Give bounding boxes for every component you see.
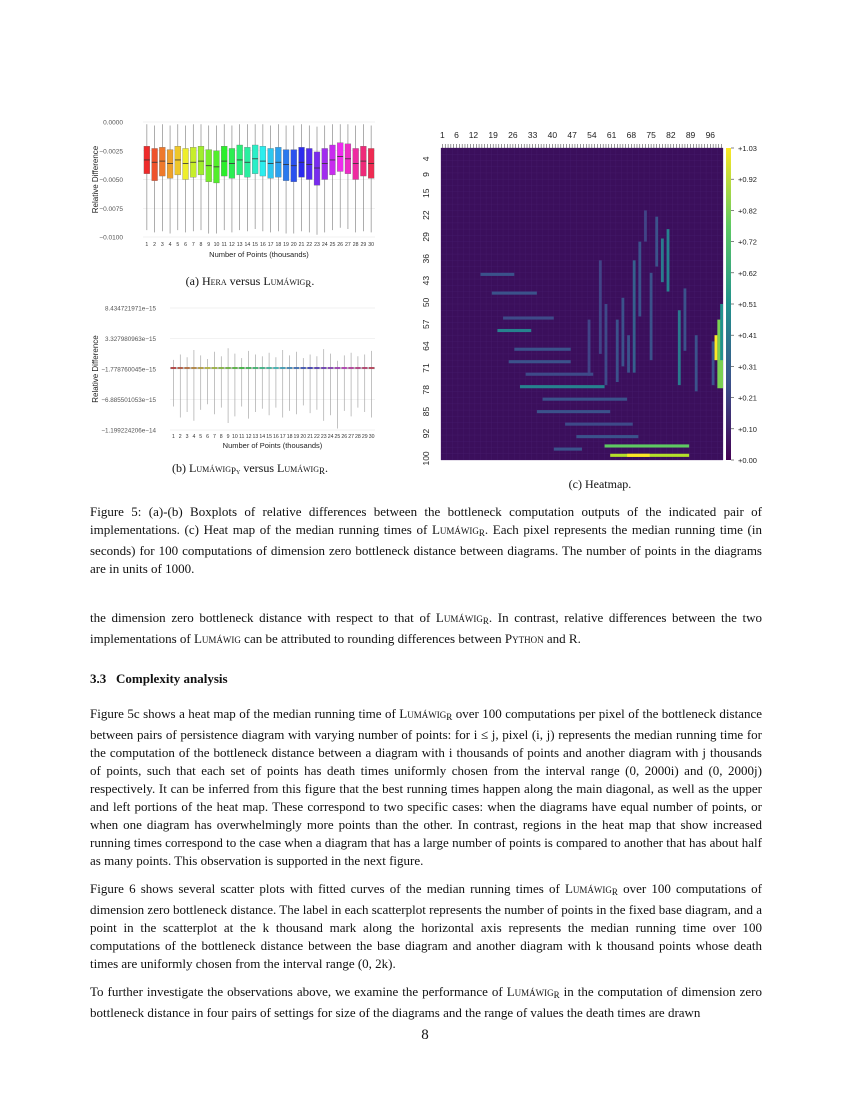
- x-tick-label: 33: [527, 130, 538, 140]
- boxplot-a: [88, 112, 388, 272]
- x-tick-label: 3: [160, 242, 164, 248]
- y-tick-label: −0.0075: [99, 205, 123, 213]
- heatmap-c: [415, 118, 775, 472]
- heatmap-cell: [621, 298, 624, 367]
- x-tick-label: 20: [290, 242, 297, 248]
- heatmap-cell: [720, 304, 723, 360]
- box: [322, 148, 328, 179]
- y-tick-label: −6.885501053e−15: [101, 397, 156, 404]
- box: [337, 143, 343, 172]
- paragraph-3: To further investigate the observations above, we examine the performance of Lumáwig$_R$ in the computation of dimension zero bottleneck distance in four pairs of settings for size of the diagrams and the range of values the death times are drawn: [90, 984, 763, 1020]
- colorbar-tick-label: +0.21: [738, 393, 757, 403]
- heatmap-cell: [695, 335, 698, 391]
- x-tick-label: 30: [368, 242, 375, 248]
- x-tick-label: 8: [219, 434, 223, 440]
- y-tick-label: 0.0000: [103, 119, 123, 127]
- x-tick-label: 2: [178, 434, 182, 440]
- x-tick-label: 26: [341, 434, 348, 440]
- y-tick-label: 22: [421, 210, 431, 220]
- heatmap-cell: [554, 448, 582, 451]
- x-tick-label: 28: [352, 242, 359, 248]
- x-tick-label: 6: [184, 242, 187, 248]
- x-tick-label: 10: [213, 242, 220, 248]
- box: [283, 150, 289, 181]
- heatmap-cell: [638, 242, 641, 317]
- box: [306, 148, 312, 179]
- heatmap-cell: [667, 229, 670, 291]
- x-tick-label: 19: [488, 130, 498, 140]
- y-tick-label: 78: [421, 385, 431, 395]
- x-tick-label: 9: [207, 242, 211, 248]
- box: [152, 148, 158, 180]
- page-number: 8: [421, 1027, 429, 1043]
- heatmap-cell: [661, 238, 664, 282]
- x-tick-label: 26: [508, 130, 518, 140]
- x-tick-label: 9: [226, 434, 230, 440]
- y-axis-label: Relative Difference: [91, 335, 100, 403]
- y-tick-label: −1.199224206e−14: [101, 427, 156, 435]
- y-tick-label: −0.0050: [99, 177, 123, 184]
- heatmap-cell: [650, 273, 653, 360]
- caption-panel-a: (a) Hera versus Lumáwig$_R$.: [185, 274, 315, 289]
- x-tick-label: 25: [329, 242, 336, 248]
- y-tick-label: 71: [421, 363, 431, 373]
- y-tick-label: 4: [421, 156, 431, 162]
- y-tick-label: 92: [421, 428, 431, 439]
- heatmap-cell: [543, 398, 628, 401]
- x-tick-label: 17: [279, 434, 286, 440]
- y-tick-label: 29: [421, 232, 431, 242]
- x-tick-label: 54: [587, 130, 597, 140]
- x-tick-label: 14: [244, 242, 251, 248]
- x-tick-label: 4: [192, 434, 196, 440]
- x-tick-label: 8: [199, 242, 203, 248]
- paragraph-1: Figure 5c shows a heat map of the median running time of Lumáwig$_R$ over 100 computations per pixel of the bottleneck distance between pairs of persistence diagram with varying number of points: for i ≤ j, pixel (i, j) represents the median running time for the computation of the bottleneck distance between a diagram with i thousands of points and another diagram with j thousands of points, such that each set of points has death times uniformly chosen from the interval range (0, 2000i) and (0, 2000j) respectively. It can be inferred from this figure that the best running times happen along the main diagonal, as well as the upper and left portions of the heat map. These correspond to two specific cases: when the diagrams have equal number of points, or when one diagram has overwhelmingly more points than the other. In contrast, regions in the heat map that show increased running times correspond to the case when a diagram that has a large number of points is compared to another that has about half as many points. This observation is supported in the next figure.: [90, 706, 763, 868]
- x-tick-label: 19: [293, 434, 300, 440]
- y-tick-label: 50: [421, 297, 431, 308]
- x-tick-label: 12: [468, 130, 479, 140]
- y-tick-label: 57: [421, 319, 431, 330]
- x-tick-label: 23: [314, 242, 320, 248]
- box: [353, 148, 359, 179]
- x-tick-label: 96: [705, 130, 716, 140]
- x-tick-label: 15: [252, 242, 259, 248]
- figure-caption: Figure 5: (a)-(b) Boxplots of relative differences between the bottleneck computation outputs of the indicated pair of implementations. (c) Heat map of the median running times of Lumáwig$_R$. Each pixel represents the median running time (in seconds) for 100 computations of dimension zero bottleneck distance between diagrams. The number of points in the diagrams are in units of 1000.: [90, 504, 762, 576]
- heatmap-cell: [678, 310, 681, 385]
- y-tick-label: 15: [421, 188, 431, 198]
- caption-panel-c: (c) Heatmap.: [568, 477, 632, 491]
- box: [252, 145, 258, 174]
- x-tick-label: 27: [345, 242, 351, 248]
- y-tick-label: 36: [421, 254, 431, 264]
- x-tick-label: 23: [320, 434, 327, 440]
- colorbar-tick-label: +1.03: [738, 144, 757, 153]
- x-tick-label: 1: [145, 242, 149, 248]
- x-tick-label: 18: [275, 242, 282, 248]
- x-tick-label: 24: [321, 242, 328, 248]
- x-tick-label: 13: [236, 242, 243, 248]
- x-tick-label: 11: [221, 242, 227, 248]
- heatmap-cell: [537, 410, 610, 413]
- x-tick-label: 7: [212, 434, 216, 440]
- section-title: Complexity analysis: [116, 671, 228, 686]
- colorbar: [726, 148, 731, 460]
- heatmap-cell: [712, 341, 715, 385]
- box: [198, 146, 204, 175]
- colorbar-tick-label: +0.31: [738, 362, 757, 372]
- x-tick-label: 29: [361, 434, 368, 440]
- y-tick-label: 100: [421, 451, 431, 466]
- caption-panel-b: (b) Lumáwig$_{Py}$ versus Lumáwig$_R$.: [171, 461, 329, 476]
- x-tick-label: 22: [306, 242, 313, 248]
- x-axis-label: Number of Points (thousands): [222, 441, 323, 450]
- y-tick-label: 85: [421, 406, 431, 417]
- paragraph-continuation: the dimension zero bottleneck distance with respect to that of Lumáwig$_R$. In contrast, relative differences between the two implementations of Lumáwig can be attributed to rounding differences between Python and R.: [90, 610, 763, 646]
- heatmap-cell: [610, 454, 689, 457]
- colorbar-tick-label: +0.51: [738, 300, 757, 309]
- heatmap-cell: [605, 304, 608, 385]
- x-tick-label: 5: [176, 242, 180, 248]
- x-tick-label: 14: [259, 434, 266, 440]
- y-tick-label: 64: [421, 341, 431, 351]
- heatmap-cell: [520, 385, 605, 388]
- y-tick-label: 43: [421, 275, 431, 286]
- x-tick-label: 19: [283, 242, 289, 248]
- heatmap-cell: [565, 423, 633, 426]
- x-tick-label: 1: [440, 130, 445, 140]
- heatmap-cell: [627, 335, 630, 372]
- x-tick-label: 21: [307, 434, 313, 440]
- colorbar-tick-label: +0.92: [738, 175, 757, 185]
- heatmap-cell: [599, 260, 602, 354]
- x-tick-label: 40: [547, 130, 558, 140]
- section-heading: [90, 671, 228, 687]
- section-number: 3.3: [90, 671, 107, 686]
- x-tick-label: 27: [348, 434, 354, 440]
- y-tick-label: −1.778760045e−15: [101, 366, 156, 374]
- heatmap-cell: [644, 210, 647, 241]
- box: [167, 150, 173, 179]
- x-tick-label: 47: [567, 130, 577, 140]
- heatmap-cell: [588, 320, 591, 376]
- x-tick-label: 6: [206, 434, 210, 440]
- heatmap-cell: [655, 217, 658, 267]
- x-tick-label: 4: [168, 242, 172, 248]
- x-tick-label: 3: [185, 434, 189, 440]
- colorbar-tick-label: +0.41: [738, 331, 757, 341]
- box: [183, 148, 189, 179]
- box: [159, 147, 165, 176]
- x-tick-label: 10: [232, 434, 238, 440]
- box: [175, 146, 181, 175]
- x-tick-label: 26: [337, 242, 344, 248]
- x-tick-label: 29: [360, 242, 367, 248]
- x-tick-label: 13: [252, 434, 259, 440]
- x-tick-label: 2: [153, 242, 157, 248]
- body-paragraphs: [90, 705, 762, 1032]
- x-tick-label: 15: [266, 434, 272, 440]
- x-tick-label: 18: [286, 434, 293, 440]
- y-tick-label: 3.327980963e−15: [105, 336, 156, 343]
- heatmap-cell: [616, 320, 619, 382]
- x-tick-label: 17: [267, 242, 274, 248]
- heatmap-cell: [480, 273, 514, 276]
- heatmap-cell: [497, 329, 531, 332]
- heatmap-cell: [633, 260, 636, 372]
- heatmap-cell: [492, 292, 537, 295]
- x-tick-label: 75: [646, 130, 656, 140]
- x-tick-label: 12: [229, 242, 235, 248]
- heatmap-cell: [715, 335, 718, 360]
- x-tick-label: 7: [191, 242, 195, 248]
- heatmap-cell: [605, 444, 690, 447]
- box: [314, 152, 320, 185]
- colorbar-tick-label: +0.82: [738, 206, 757, 216]
- x-tick-label: 11: [239, 434, 245, 440]
- paragraph-2: Figure 6 shows several scatter plots with fitted curves of the median running times of Lumáwig$_R$ over 100 computations of dimension zero bottleneck distance. The label in each scatterplot represents the number of points in the fixed base diagram, and a point in the scatterplot at the k thousand mark along the horizontal axis represents the median running time over 100 computations of the bottleneck distance between the base diagram and another diagram with k thousand points whose death times are uniformly chosen from the interval range (0, 2k).: [90, 881, 762, 971]
- y-tick-label: 8.434721971e−15: [105, 305, 156, 313]
- x-tick-label: 12: [245, 434, 252, 440]
- x-tick-label: 89: [685, 130, 696, 140]
- x-tick-label: 22: [314, 434, 320, 440]
- figure-label: Figure 5:: [90, 504, 142, 519]
- heatmap-cell: [509, 360, 571, 363]
- x-axis-label: Number of Points (thousands): [209, 250, 309, 259]
- x-tick-label: 20: [300, 434, 307, 440]
- heatmap-cell: [514, 348, 570, 351]
- heatmap-cell: [627, 454, 650, 457]
- heatmap-cell: [684, 288, 687, 350]
- colorbar-tick-label: +0.00: [738, 456, 757, 465]
- x-tick-label: 6: [454, 130, 459, 140]
- x-tick-label: 30: [368, 434, 375, 440]
- heatmap-cell: [576, 435, 638, 438]
- y-tick-label: −0.0025: [99, 148, 123, 156]
- x-tick-label: 28: [355, 434, 361, 440]
- colorbar-tick-label: +0.72: [738, 237, 757, 247]
- x-tick-label: 21: [298, 242, 305, 248]
- heatmap-cell: [503, 316, 554, 319]
- x-tick-label: 5: [199, 434, 203, 440]
- colorbar-tick-label: +0.10: [738, 424, 757, 434]
- x-tick-label: 68: [626, 130, 637, 140]
- x-tick-label: 16: [273, 434, 279, 440]
- x-tick-label: 1: [171, 434, 175, 440]
- y-axis-label: Relative Difference: [91, 145, 100, 214]
- y-tick-label: −0.0100: [99, 234, 123, 242]
- boxplot-b: [88, 300, 388, 458]
- y-tick-label: 9: [421, 172, 431, 177]
- colorbar-tick-label: +0.62: [738, 268, 757, 278]
- x-tick-label: 25: [334, 434, 341, 440]
- heatmap-cell: [526, 373, 594, 376]
- x-tick-label: 16: [259, 242, 266, 248]
- x-tick-label: 61: [606, 130, 617, 140]
- x-tick-label: 24: [327, 434, 334, 440]
- x-tick-label: 82: [666, 130, 676, 140]
